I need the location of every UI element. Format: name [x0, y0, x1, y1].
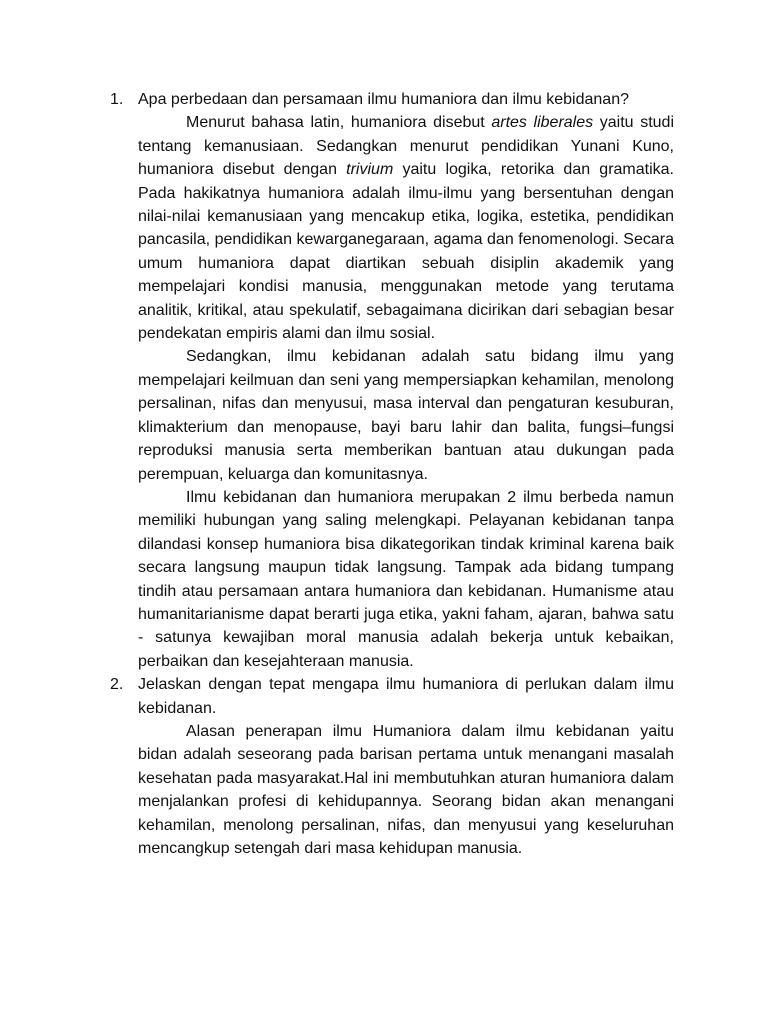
answer-1-paragraph-3: Ilmu kebidanan dan humaniora merupakan 2 ilmu berbeda namun memiliki hubungan yang saling melengkapi. Pelayanan kebidanan tanpa dilandasi konsep humaniora bisa dikategorikan tindak kriminal karena baik secara langsung maupun tidak langsung. Tampak ada bidang tumpang tindih atau persamaan antara humaniora dan kebidanan. Humanisme atau humanitarianisme dapat berarti juga etika, yakni faham, ajaran, bahwa satu - satunya kewajiban moral manusia adalah bekerja untuk kebaikan, perbaikan dan kesejahteraan manusia. [138, 488, 674, 670]
italic-term-trivium: trivium [346, 161, 394, 179]
answer-2-paragraph-1: Alasan penerapan ilmu Humaniora dalam ilmu kebidanan yaitu bidan adalah seseorang pada barisan pertama untuk menangani masalah kesehatan pada masyarakat.Hal ini membutuhkan aturan humaniora dalam menjalankan profesi di kehidupannya. Seorang bidan akan menangani kehamilan, menolong persalinan, nifas, dan menyusui yang keseluruhan mencangkup setengah dari masa kehidupan manusia. [138, 722, 674, 857]
question-1: Apa perbedaan dan persamaan ilmu humaniora dan ilmu kebidanan? [138, 91, 629, 108]
answer-1-paragraph-1 [138, 111, 674, 345]
text-run: Menurut bahasa latin, humaniora disebut [186, 114, 492, 132]
item-number: 2. [110, 676, 124, 694]
text-run: yaitu logika, retorika dan gramatika. Pada hakikatnya humaniora adalah ilmu-ilmu yang bersentuhan dengan nilai-nilai kemanusiaan yang mencakup etika, logika, estetika, pendidikan pancasila, pendidikan kewarganegaraan, agama dan fenomenologi. Secara umum humaniora dapat diartikan sebuah disiplin akademik yang mempelajari kondisi manusia, menggunakan metode yang terutama analitik, kritikal, atau spekulatif, sebagaimana dicirikan dari sebagian besar pendekatan empiris alami dan ilmu sosial. [138, 161, 675, 343]
question-2: Jelaskan dengan tepat mengapa ilmu humaniora di perlukan dalam ilmu kebidanan. [138, 676, 674, 717]
text-run: yaitu studi tentang kemanusiaan. Sedangkan menurut pendidikan Yunani Kuno, humaniora disebut dengan [138, 114, 674, 179]
answer-1-paragraph-2: Sedangkan, ilmu kebidanan adalah satu bidang ilmu yang mempelajari keilmuan dan seni yang mempersiapkan kehamilan, menolong persalinan, nifas dan menyusui, masa interval dan pengaturan kesuburan, klimakterium dan menopause, bayi baru lahir dan balita, fungsi–fungsi reproduksi manusia serta memberikan bantuan atau dukungan pada perempuan, keluarga dan komunitasnya. [138, 348, 674, 483]
list-item-2 [110, 673, 674, 860]
item-number: 1. [110, 91, 124, 108]
italic-term-artes-liberales: artes liberales [491, 114, 594, 132]
list-item-1 [110, 88, 674, 673]
